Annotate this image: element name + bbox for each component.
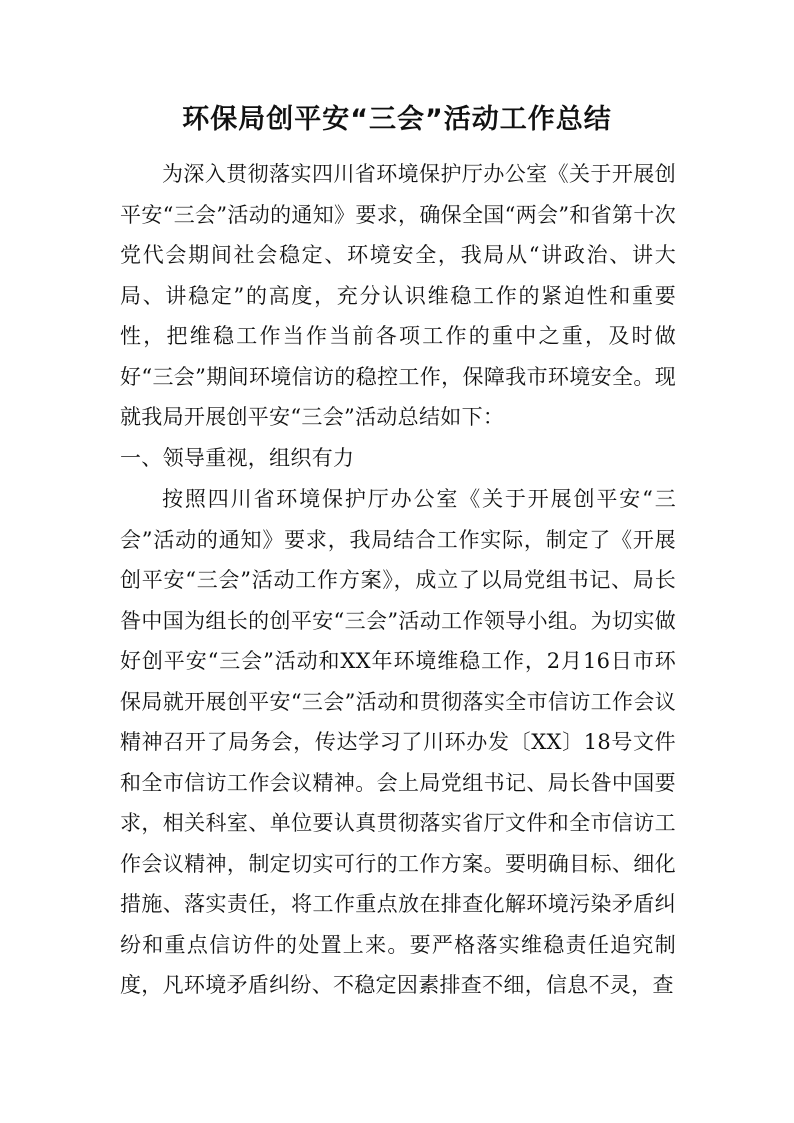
document-title: 环保局创平安“三会”活动工作总结 <box>182 104 612 135</box>
intro-paragraph: 为深入贯彻落实四川省环境保护厅办公室《关于开展创平安“三会”活动的通知》要求，确保全国“两会”和省第十次党代会期间社会稳定、环境安全，我局从“讲政治、讲大局、讲稳定”的高度，充分认识维稳工作的紧迫性和重要性，把维稳工作当作当前各项工作的重中之重，及时做好“三会”期间环境信访的稳控工作，保障我市环境安全。现就我局开展创平安“三会”活动总结如下： <box>120 162 676 429</box>
section-heading-1: 一、领导重视，组织有力 <box>120 446 355 470</box>
section-1-paragraph: 按照四川省环境保护厅办公室《关于开展创平安“三会”活动的通知》要求，我局结合工作实际，制定了《开展创平安“三会”活动工作方案》，成立了以局党组书记、局长昝中国为组长的创平安“三会”活动工作领导小组。为切实做好创平安“三会”活动和XX年环境维稳工作，2月16日市环保局就开展创平安“三会”活动和贯彻落实全市信访工作会议精神召开了局务会，传达学习了川环办发〔XX〕18号文件和全市信访工作会议精神。会上局党组书记、局长昝中国要求，相关科室、单位要认真贯彻落实省厅文件和全市信访工作会议精神，制定切实可行的工作方案。要明确目标、细化措施、落实责任，将工作重点放在排查化解环境污染矛盾纠纷和重点信访件的处置上来。要严格落实维稳责任追究制度，凡环境矛盾纠纷、不稳定因素排查不细，信息不灵，查 <box>120 487 676 997</box>
